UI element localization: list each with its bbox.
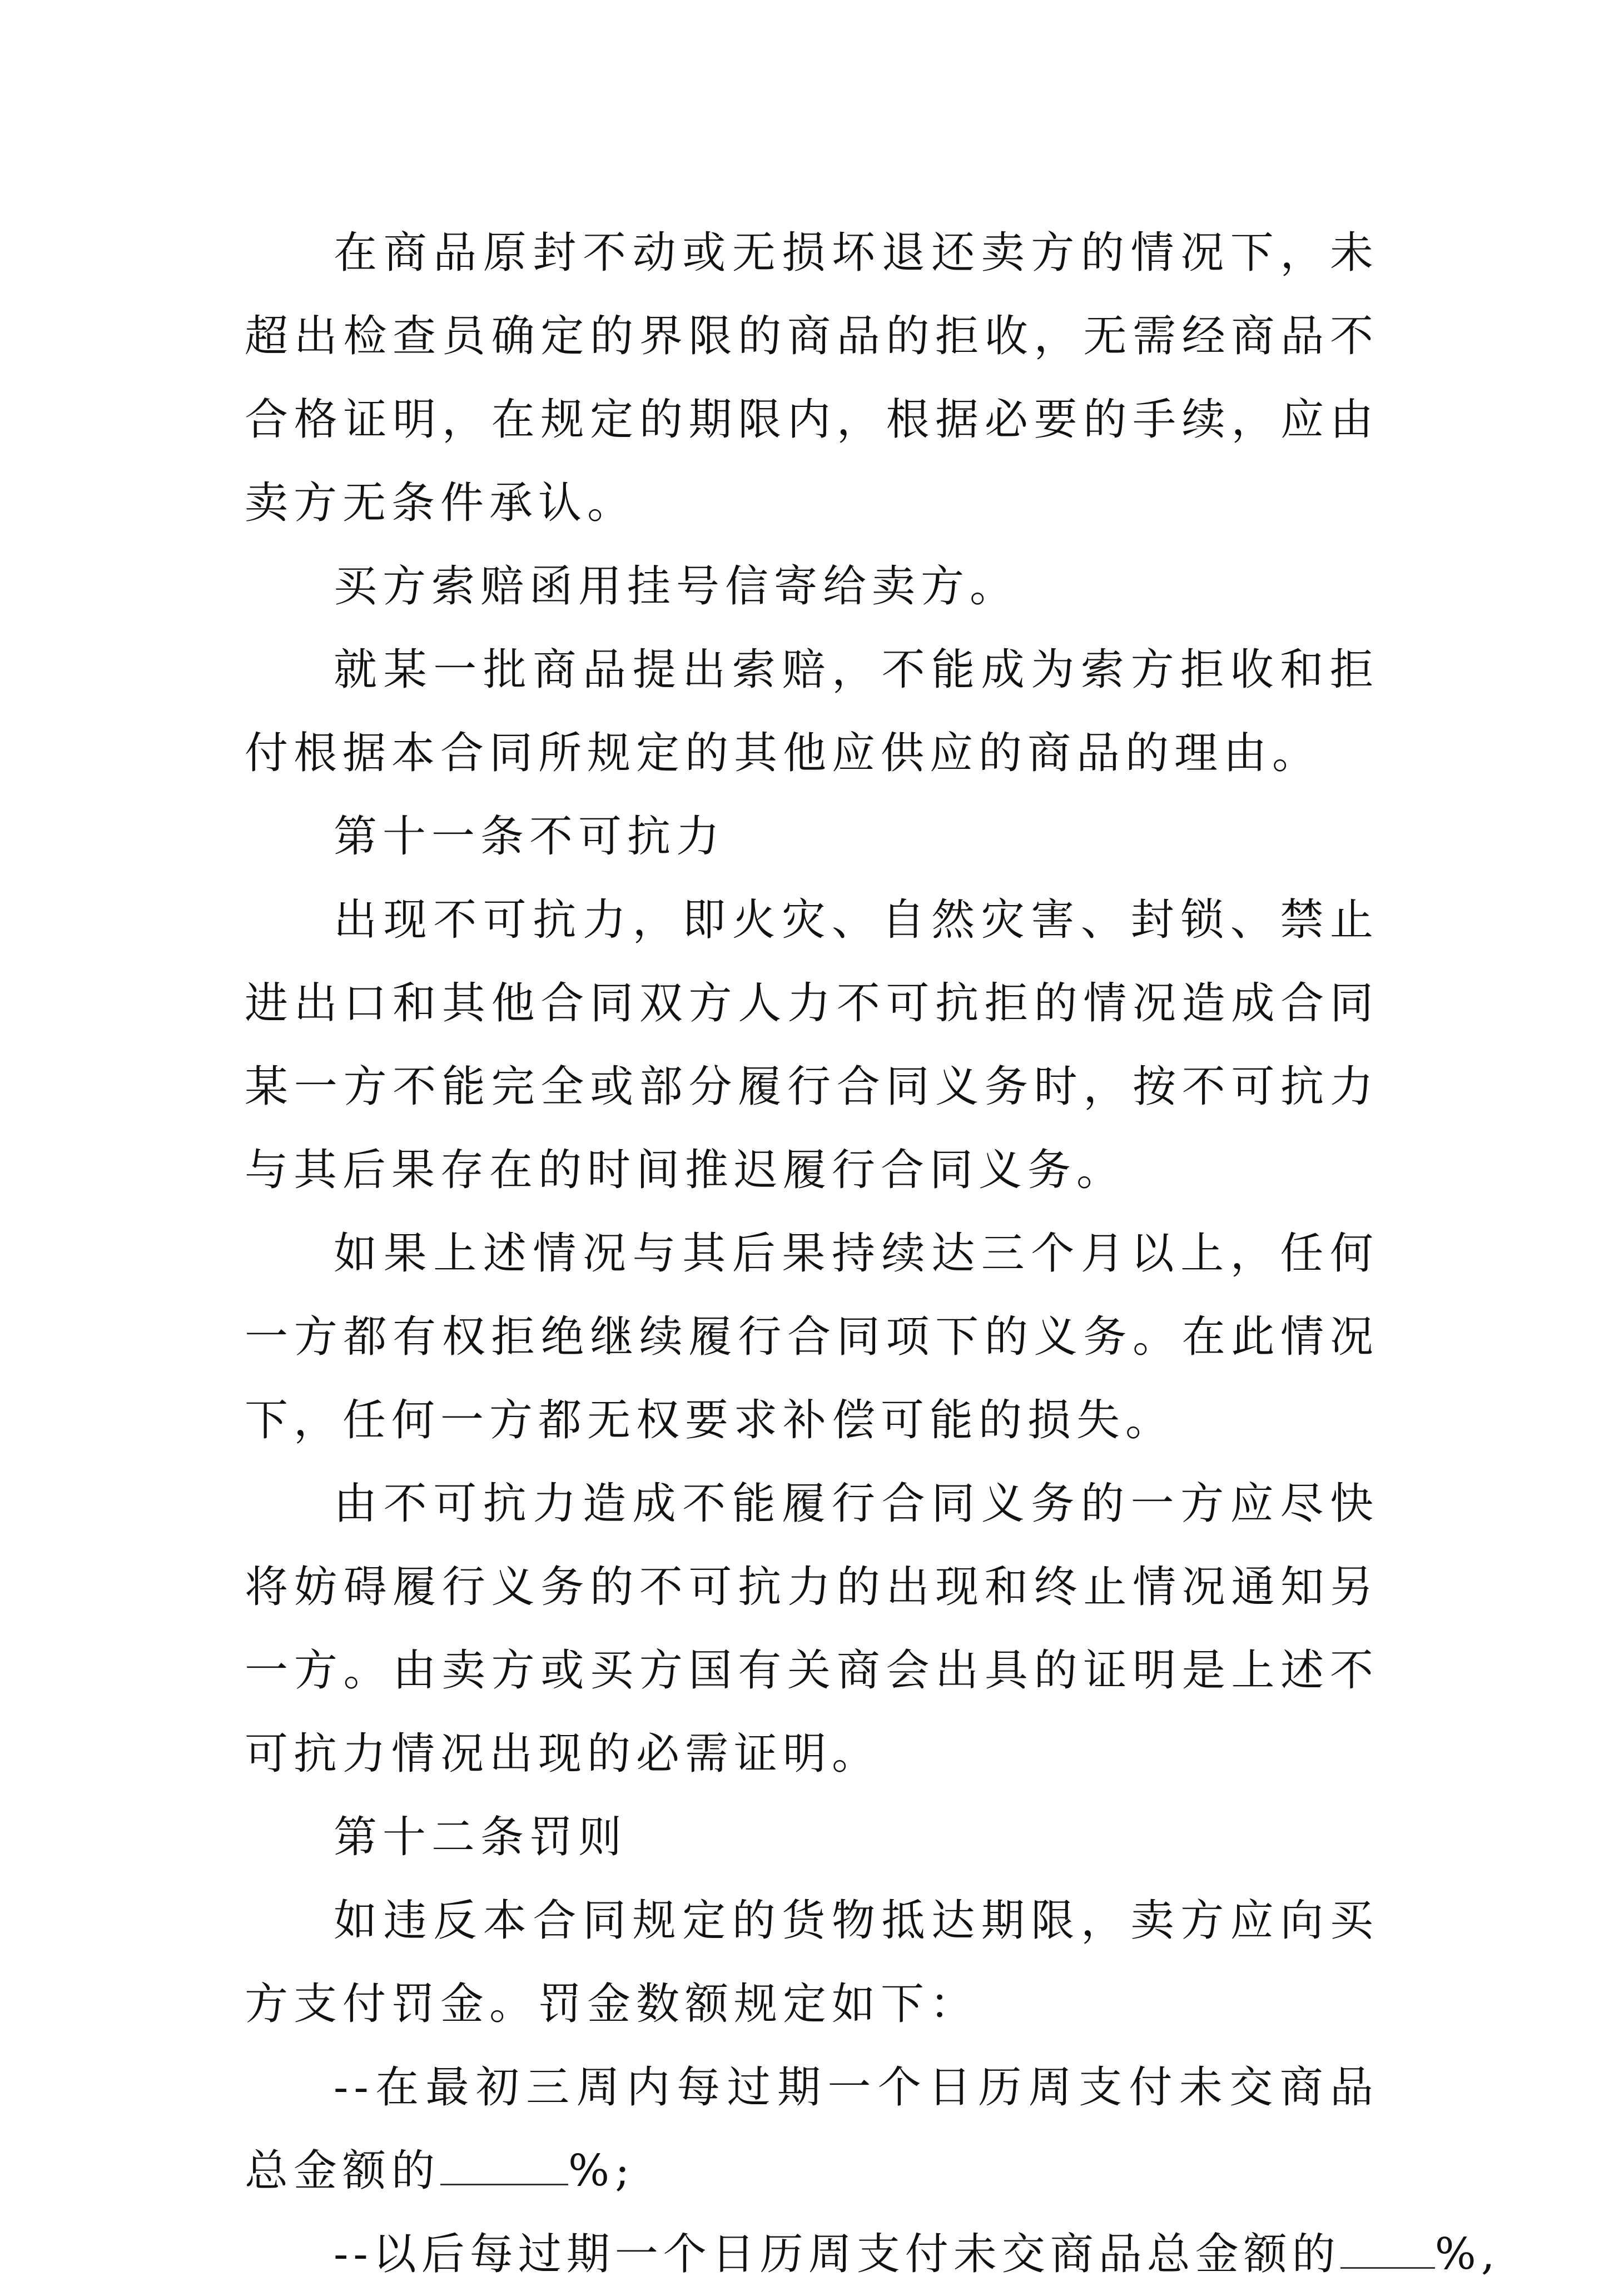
paragraph-rejection-terms: 在商品原封不动或无损坏退还卖方的情况下，未超出检查员确定的界限的商品的拒收，无需经商品不合格证明，在规定的期限内，根据必要的手续，应由卖方无条件承认。	[245, 228, 1379, 528]
paragraph-force-majeure-duration: 如果上述情况与其后果持续达三个月以上，任何一方都有权拒绝继续履行合同项下的义务。在此情况下，任何一方都无权要求补偿可能的损失。	[245, 1229, 1379, 1445]
document-body	[245, 211, 1500, 2296]
penalty-first-text: --在最初三周内每过期一个日历周支付未交商品总金额的	[245, 2063, 1379, 2196]
paragraph-penalty-first-weeks	[245, 2046, 1379, 2213]
article-11-heading: 第十一条不可抗力	[334, 812, 726, 862]
penalty-first-suffix: %;	[568, 2146, 635, 2196]
penalty-later-blank	[1340, 2234, 1435, 2269]
paragraph-force-majeure-definition: 出现不可抗力，即火灾、自然灾害、封锁、禁止进出口和其他合同双方人力不可抗拒的情况造成合同某一方不能完全或部分履行合同义务时，按不可抗力与其后果存在的时间推迟履行合同义务。	[245, 895, 1379, 1195]
article-12-heading: 第十二条罚则	[334, 1812, 628, 1862]
paragraph-penalty-later-weeks	[245, 2213, 1500, 2296]
penalty-later-text: --以后每过期一个日历周支付未交商品总金额的	[334, 2229, 1340, 2279]
penalty-first-blank	[440, 2150, 568, 2185]
paragraph-claim-scope: 就某一批商品提出索赔，不能成为索方拒收和拒付根据本合同所规定的其他应供应的商品的理由。	[245, 645, 1379, 778]
paragraph-force-majeure-notice: 由不可抗力造成不能履行合同义务的一方应尽快将妨碍履行义务的不可抗力的出现和终止情况通知另一方。由卖方或买方国有关商会出具的证明是上述不可抗力情况出现的必需证明。	[245, 1479, 1379, 1779]
paragraph-claim-letter: 买方索赔函用挂号信寄给卖方。	[334, 561, 1019, 612]
penalty-later-suffix: %,	[1434, 2229, 1500, 2279]
paragraph-penalty-intro: 如违反本合同规定的货物抵达期限，卖方应向买方支付罚金。罚金数额规定如下：	[245, 1896, 1379, 2029]
